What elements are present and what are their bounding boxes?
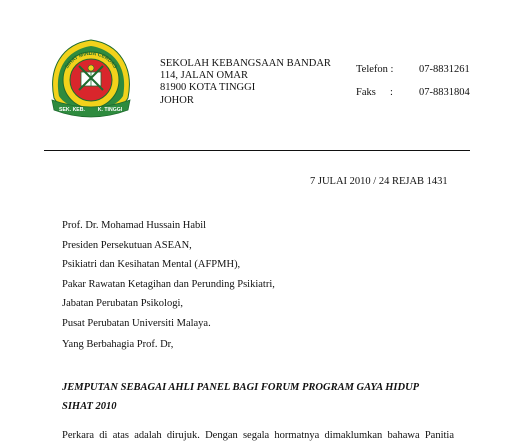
school-crest-icon xyxy=(44,38,138,126)
school-street: 114, JALAN OMAR xyxy=(160,70,248,82)
recipient-line: Jabatan Perubatan Psikologi, xyxy=(62,298,184,310)
letter-date: 7 JULAI 2010 / 24 REJAB 1431 xyxy=(310,176,448,187)
subject-line: SIHAT 2010 xyxy=(62,401,117,412)
school-address xyxy=(160,58,331,107)
recipient-line: Presiden Persekutuan ASEAN, xyxy=(62,239,192,251)
school-state: JOHOR xyxy=(160,94,194,106)
school-postcode-city: 81900 KOTA TINGGI xyxy=(160,82,256,94)
recipient-line: Pusat Perubatan Universiti Malaya. xyxy=(62,317,211,329)
school-name: SEKOLAH KEBANGSAAN BANDAR xyxy=(160,58,331,69)
fax-value: 07-8831804 xyxy=(419,87,470,98)
fax-label: Faks xyxy=(356,87,376,98)
recipient-line: Prof. Dr. Mohamad Hussain Habil xyxy=(62,220,207,231)
logo-banner-left: SEK. KEB. xyxy=(59,107,85,113)
recipient-block xyxy=(62,216,275,334)
salutation: Yang Berbahagia Prof. Dr, xyxy=(62,339,174,350)
letterhead-divider xyxy=(44,150,470,151)
logo-ring-text: SIHAT MINDA CERDAS xyxy=(64,50,118,70)
phone-value: 07-8831261 xyxy=(419,64,470,75)
phone-label: Telefon : xyxy=(356,64,394,75)
subject-heading xyxy=(62,378,419,416)
recipient-line: Psikiatri dan Kesihatan Mental (AFPMH), xyxy=(62,259,241,271)
school-logo xyxy=(44,38,138,126)
subject-line: JEMPUTAN SEBAGAI AHLI PANEL BAGI FORUM PROGRAM GAYA HIDUP xyxy=(62,382,420,393)
fax-separator: : xyxy=(390,87,393,98)
body-paragraph: Perkara di atas adalah dirujuk. Dengan segala hormatnya dimaklumkan bahawa Panitia xyxy=(62,430,454,441)
recipient-line: Pakar Rawatan Ketagihan dan Perunding Psikiatri, xyxy=(62,278,275,290)
logo-banner-right: K. TINGGI xyxy=(97,107,123,113)
